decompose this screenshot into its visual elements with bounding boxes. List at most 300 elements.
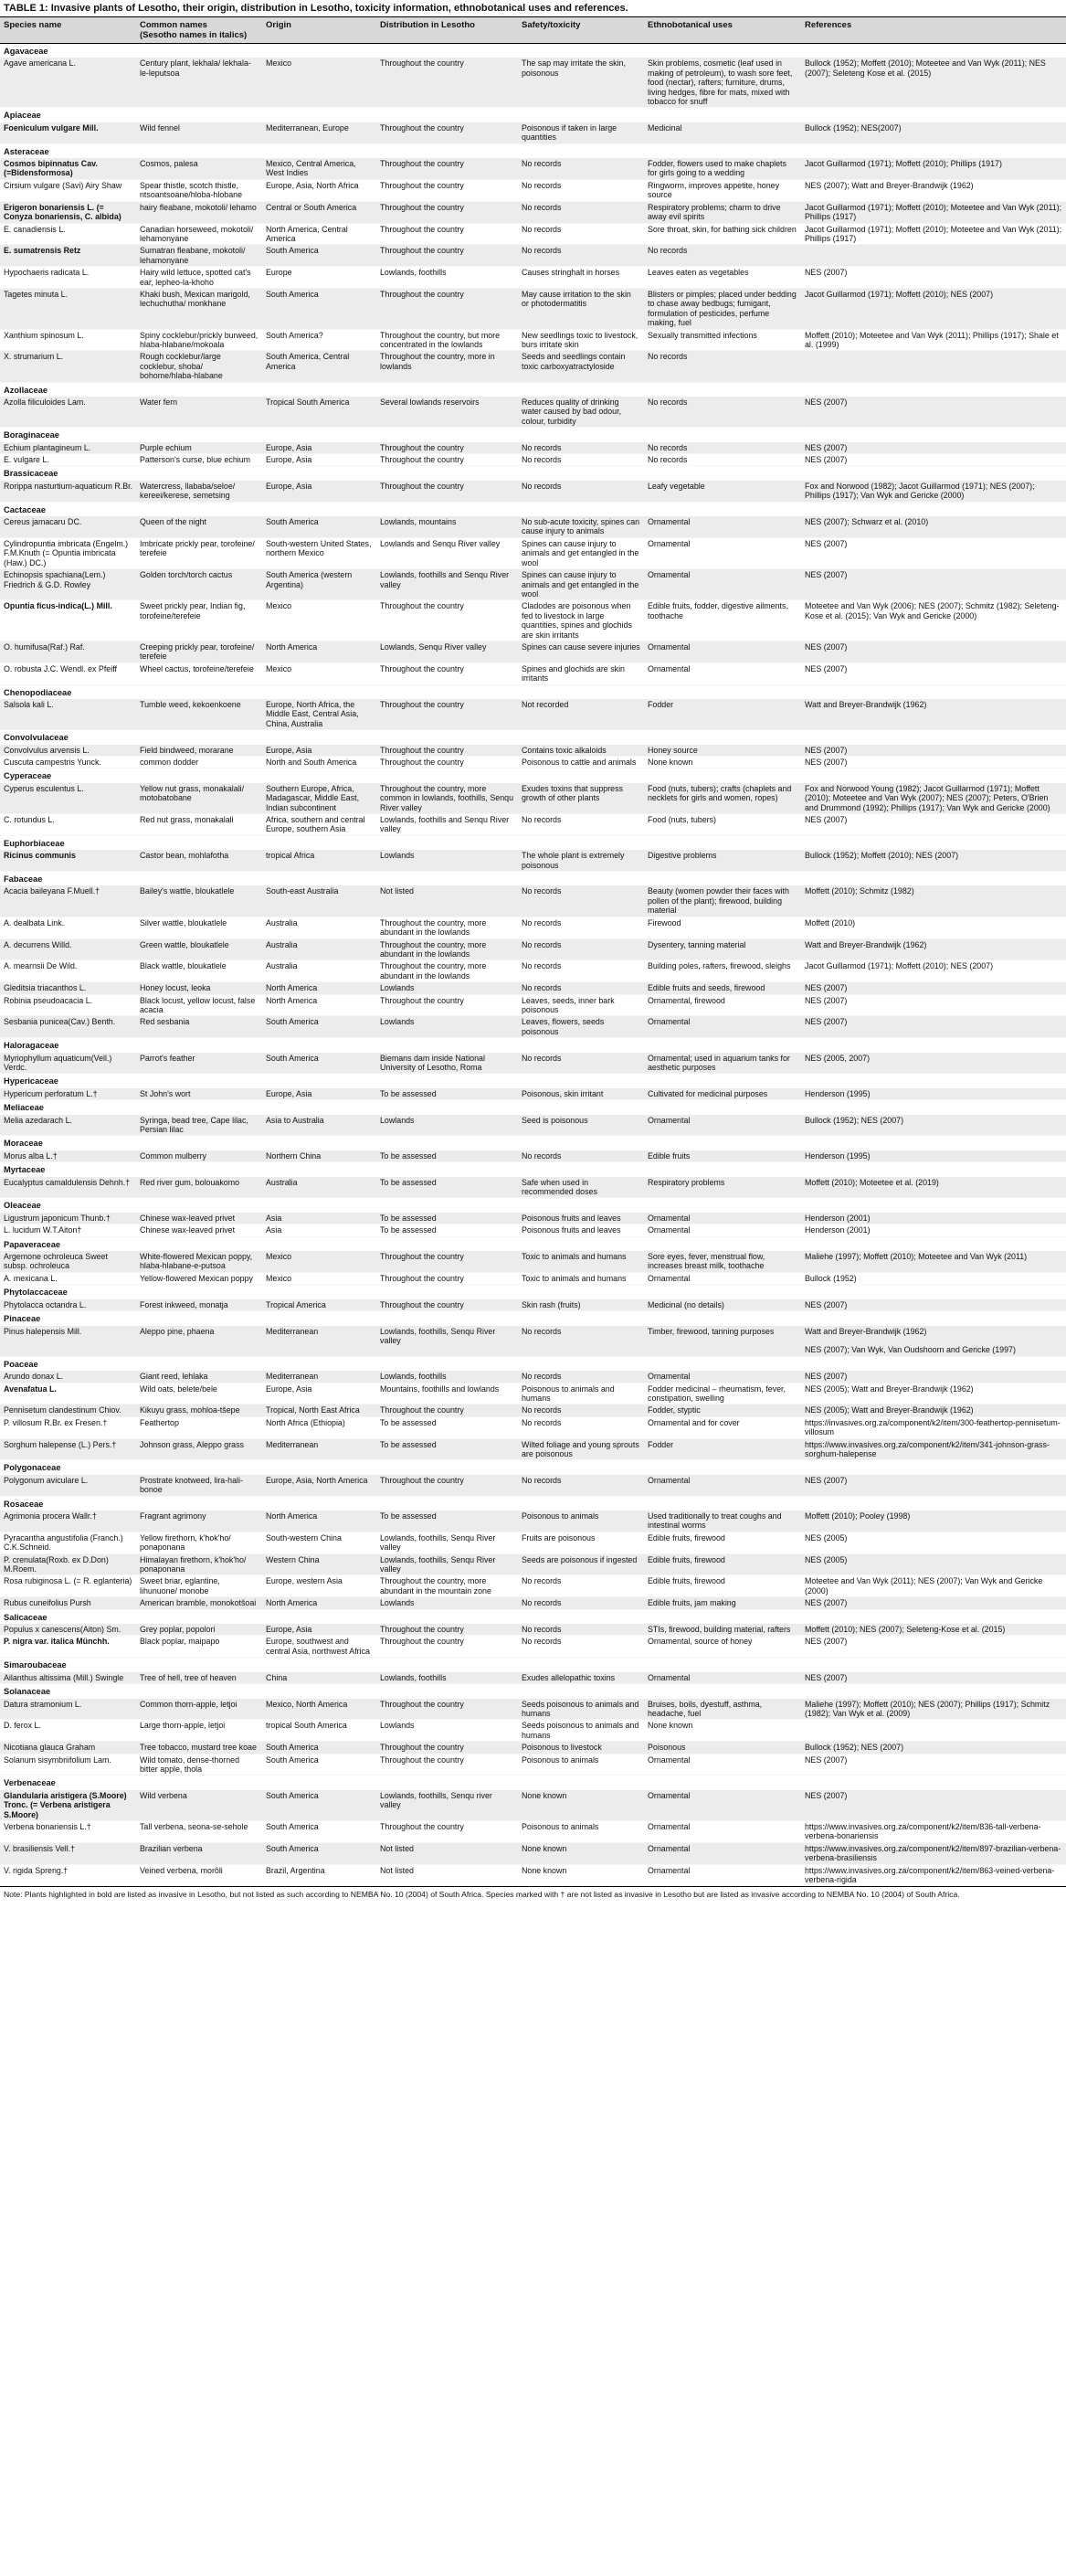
origin-cell: Mexico, North America <box>262 1699 376 1720</box>
distribution-cell: Throughout the country <box>376 245 518 267</box>
references-cell: NES (2007) <box>801 1597 1066 1609</box>
species-name-cell: Verbena bonariensis L.† <box>0 1820 136 1842</box>
origin-cell: South America, Central America <box>262 351 376 382</box>
uses-cell: Ornamental <box>644 1864 801 1886</box>
distribution-cell: Throughout the country <box>376 1754 518 1776</box>
table-row <box>0 982 1066 994</box>
family-name: Haloragaceae <box>0 1038 1066 1053</box>
table-row <box>0 1597 1066 1609</box>
toxicity-cell: No records <box>518 938 644 960</box>
origin-cell: Australia <box>262 917 376 938</box>
origin-cell: South America <box>262 245 376 267</box>
origin-cell: North and South America <box>262 757 376 769</box>
origin-cell: Europe, Asia <box>262 481 376 502</box>
distribution-cell: Lowlands, foothills <box>376 1672 518 1684</box>
family-row <box>0 1198 1066 1213</box>
references-cell <box>801 351 1066 382</box>
table-row <box>0 757 1066 769</box>
species-name-cell: Myriophyllum aquaticum(Vell.) Verdc. <box>0 1053 136 1074</box>
uses-cell: Fodder, styptic <box>644 1405 801 1416</box>
uses-cell: STIs, firewood, building material, rafters <box>644 1624 801 1636</box>
family-name: Verbenaceae <box>0 1776 1066 1790</box>
uses-cell: Ornamental <box>644 1213 801 1224</box>
species-name-cell: A. decurrens Willd. <box>0 938 136 960</box>
origin-cell: Mediterranean <box>262 1371 376 1383</box>
references-cell: NES (2007) <box>801 569 1066 600</box>
origin-cell: Brazil, Argentina <box>262 1864 376 1886</box>
species-name-cell: Cyperus esculentus L. <box>0 783 136 814</box>
family-row <box>0 1162 1066 1177</box>
distribution-cell: Throughout the country <box>376 1299 518 1311</box>
distribution-cell: Throughout the country, more in lowlands <box>376 351 518 382</box>
distribution-cell: Not listed <box>376 1842 518 1864</box>
origin-cell: North America, Central America <box>262 223 376 245</box>
distribution-cell: Throughout the country <box>376 122 518 143</box>
references-cell: Watt and Breyer-Brandwijk (1962) NES (2007); Van Wyk, Van Oudshoorn and Gericke (1997) <box>801 1326 1066 1357</box>
origin-cell: Europe, Asia <box>262 1624 376 1636</box>
table-row <box>0 1820 1066 1842</box>
toxicity-cell: Exudes allelopathic toxins <box>518 1672 644 1684</box>
family-name: Phytolaccaceae <box>0 1285 1066 1299</box>
references-cell: Bullock (1952); NES (2007) <box>801 1115 1066 1136</box>
references-cell: NES (2007) <box>801 1672 1066 1684</box>
references-cell: Henderson (1995) <box>801 1088 1066 1100</box>
family-name: Polygonaceae <box>0 1460 1066 1475</box>
references-cell: Moffett (2010); Moteetee and Van Wyk (2011); Phillips (1917); Shale et al. (1999) <box>801 329 1066 351</box>
species-name-cell: O. robusta J.C. Wendl. ex Pfeiff <box>0 663 136 684</box>
table-row <box>0 158 1066 179</box>
species-name-cell: A. dealbata Link. <box>0 917 136 938</box>
uses-cell: Timber, firewood, tanning purposes <box>644 1326 801 1357</box>
uses-cell: Bruises, boils, dyestuff, asthma, headache, fuel <box>644 1699 801 1720</box>
species-name-cell: Populus x canescens(Aiton) Sm. <box>0 1624 136 1636</box>
common-names-cell: Feathertop <box>136 1416 262 1438</box>
species-name-cell: Xanthium spinosum L. <box>0 329 136 351</box>
origin-cell: Mediterranean <box>262 1326 376 1357</box>
distribution-cell: Throughout the country, more common in lowlands, foothills, Senqu River valley <box>376 783 518 814</box>
common-names-cell: Khaki bush, Mexican marigold, lechuchutha/ monkhane <box>136 288 262 329</box>
common-names-cell: Black wattle, bloukatlele <box>136 960 262 982</box>
table-row <box>0 1511 1066 1532</box>
species-name-cell: L. lucidum W.T.Aiton† <box>0 1224 136 1236</box>
origin-cell: Europe, Asia <box>262 442 376 454</box>
references-cell: Moffett (2010); Schmitz (1982) <box>801 885 1066 917</box>
uses-cell: Ornamental <box>644 1115 801 1136</box>
family-name: Meliaceae <box>0 1100 1066 1115</box>
uses-cell: Skin problems, cosmetic (leaf used in making of petroleum), to wash sore feet, food (nectar), rafters; furniture, drums, living hedges, fibre for mats, mixed with tobacco for snuff <box>644 58 801 108</box>
origin-cell: South America <box>262 1842 376 1864</box>
toxicity-cell: No records <box>518 201 644 223</box>
distribution-cell: Throughout the country <box>376 745 518 757</box>
common-names-cell: Forest inkweed, monatja <box>136 1299 262 1311</box>
table-row <box>0 1150 1066 1162</box>
uses-cell: Digestive problems <box>644 850 801 871</box>
table-row <box>0 223 1066 245</box>
toxicity-cell: Seed is poisonous <box>518 1115 644 1136</box>
uses-cell: Edible fruits, firewood <box>644 1553 801 1575</box>
common-names-cell: Veined verbena, morôli <box>136 1864 262 1886</box>
toxicity-cell: Poisonous to cattle and animals <box>518 757 644 769</box>
species-name-cell: A. mearnsii De Wild. <box>0 960 136 982</box>
family-row <box>0 1236 1066 1251</box>
origin-cell: Tropical South America <box>262 397 376 428</box>
common-names-cell: Red sesbania <box>136 1016 262 1038</box>
common-names-cell: American bramble, monokotšoai <box>136 1597 262 1609</box>
origin-cell: China <box>262 1672 376 1684</box>
common-names-cell: Chinese wax-leaved privet <box>136 1213 262 1224</box>
references-cell: NES (2005); Watt and Breyer-Brandwijk (1962) <box>801 1383 1066 1405</box>
family-name: Papaveraceae <box>0 1236 1066 1251</box>
distribution-cell: Throughout the country <box>376 288 518 329</box>
species-name-cell: Pennisetum clandestinum Chiov. <box>0 1405 136 1416</box>
table-row <box>0 1438 1066 1460</box>
origin-cell: Australia <box>262 938 376 960</box>
origin-cell: South America <box>262 1016 376 1038</box>
family-row <box>0 44 1066 58</box>
origin-cell: Mexico <box>262 1272 376 1284</box>
distribution-cell: Throughout the country <box>376 58 518 108</box>
toxicity-cell: Reduces quality of drinking water caused by bad odour, colour, turbidity <box>518 397 644 428</box>
distribution-cell: Lowlands <box>376 850 518 871</box>
family-row <box>0 730 1066 745</box>
uses-cell: Edible fruits, firewood <box>644 1575 801 1597</box>
uses-cell: No records <box>644 245 801 267</box>
origin-cell: Central or South America <box>262 201 376 223</box>
common-names-cell: Castor bean, mohlafotha <box>136 850 262 871</box>
references-cell: Moteetee and Van Wyk (2011); NES (2007); Van Wyk and Gericke (2000) <box>801 1575 1066 1597</box>
family-name: Rosaceae <box>0 1496 1066 1511</box>
origin-cell: North America <box>262 641 376 663</box>
family-row <box>0 428 1066 442</box>
family-row <box>0 143 1066 158</box>
distribution-cell: Throughout the country <box>376 1405 518 1416</box>
origin-cell: Tropical America <box>262 1299 376 1311</box>
uses-cell: Medicinal <box>644 122 801 143</box>
species-name-cell: Azolla filiculoides Lam. <box>0 397 136 428</box>
references-cell <box>801 1720 1066 1742</box>
toxicity-cell: Fruits are poisonous <box>518 1532 644 1553</box>
distribution-cell: Throughout the country <box>376 699 518 730</box>
references-cell: NES (2007) <box>801 454 1066 466</box>
references-cell: NES (2007) <box>801 1371 1066 1383</box>
distribution-cell: Not listed <box>376 885 518 917</box>
table-row <box>0 329 1066 351</box>
header-safety-toxicity: Safety/toxicity <box>518 17 644 44</box>
family-name: Cactaceae <box>0 502 1066 516</box>
origin-cell: South-western United States, northern Mexico <box>262 537 376 568</box>
common-names-cell: Wild tomato, dense-thorned bitter apple, thola <box>136 1754 262 1776</box>
common-names-cell: Golden torch/torch cactus <box>136 569 262 600</box>
common-names-cell: Field bindweed, morarane <box>136 745 262 757</box>
table-row <box>0 1699 1066 1720</box>
species-name-cell: Morus alba L.† <box>0 1150 136 1162</box>
table-row <box>0 201 1066 223</box>
table-row <box>0 885 1066 917</box>
table-row <box>0 351 1066 382</box>
table-row <box>0 122 1066 143</box>
common-names-cell: Century plant, lekhala/ lekhala-le-leputsoa <box>136 58 262 108</box>
references-cell: NES (2007) <box>801 757 1066 769</box>
header-origin: Origin <box>262 17 376 44</box>
toxicity-cell: Seeds and seedlings contain toxic carboxyatractyloside <box>518 351 644 382</box>
toxicity-cell: Spines can cause injury to animals and get entangled in the wool <box>518 537 644 568</box>
family-name: Boraginaceae <box>0 428 1066 442</box>
common-names-cell: Imbricate prickly pear, torofeine/ terefeie <box>136 537 262 568</box>
common-names-cell: Honey locust, leoka <box>136 982 262 994</box>
species-name-cell: Rubus cuneifolius Pursh <box>0 1597 136 1609</box>
uses-cell: Ornamental <box>644 1016 801 1038</box>
table-row <box>0 699 1066 730</box>
common-names-cell: Water fern <box>136 397 262 428</box>
distribution-cell: Mountains, foothills and lowlands <box>376 1383 518 1405</box>
table-row <box>0 1754 1066 1776</box>
origin-cell: North America <box>262 994 376 1016</box>
family-name: Simaroubaceae <box>0 1658 1066 1672</box>
table-row <box>0 1272 1066 1284</box>
distribution-cell: Lowlands, Senqu River valley <box>376 641 518 663</box>
table-row <box>0 1371 1066 1383</box>
references-cell: Bullock (1952); Moffett (2010); NES (2007) <box>801 850 1066 871</box>
distribution-cell: Lowlands and Senqu River valley <box>376 537 518 568</box>
common-names-cell: Giant reed, lehlaka <box>136 1371 262 1383</box>
toxicity-cell: Seeds are poisonous if ingested <box>518 1553 644 1575</box>
table-row <box>0 1416 1066 1438</box>
origin-cell: Tropical, North East Africa <box>262 1405 376 1416</box>
toxicity-cell: Poisonous to animals <box>518 1820 644 1842</box>
table-row <box>0 1224 1066 1236</box>
distribution-cell: Lowlands, foothills, Senqu River valley <box>376 1553 518 1575</box>
uses-cell: Edible fruits and seeds, firewood <box>644 982 801 994</box>
family-row <box>0 1100 1066 1115</box>
species-name-cell: Nicotiana glauca Graham <box>0 1742 136 1754</box>
origin-cell: Australia <box>262 960 376 982</box>
toxicity-cell: Seeds poisonous to animals and humans <box>518 1699 644 1720</box>
species-name-cell: P. villosum R.Br. ex Fresen.† <box>0 1416 136 1438</box>
uses-cell: None known <box>644 757 801 769</box>
common-names-cell: Black locust, yellow locust, false acacia <box>136 994 262 1016</box>
toxicity-cell: No records <box>518 442 644 454</box>
common-names-cell: Purple echium <box>136 442 262 454</box>
family-row <box>0 1496 1066 1511</box>
toxicity-cell: No sub-acute toxicity, spines can cause injury to animals <box>518 516 644 537</box>
table-row <box>0 641 1066 663</box>
common-names-cell: Spiny cocklebur/prickly burweed, hlaba-hlabane/mokoala <box>136 329 262 351</box>
family-name: Fabaceae <box>0 872 1066 886</box>
origin-cell: Europe, southwest and central Asia, northwest Africa <box>262 1636 376 1658</box>
references-cell: Bullock (1952) <box>801 1272 1066 1284</box>
distribution-cell: Not listed <box>376 1864 518 1886</box>
species-name-cell: Ricinus communis <box>0 850 136 871</box>
family-name: Myrtaceae <box>0 1162 1066 1177</box>
uses-cell: Medicinal (no details) <box>644 1299 801 1311</box>
origin-cell: South-western China <box>262 1532 376 1553</box>
common-names-cell: Black poplar, maipapo <box>136 1636 262 1658</box>
references-cell: NES (2007) <box>801 1790 1066 1821</box>
common-names-cell: Wild oats, belete/bele <box>136 1383 262 1405</box>
origin-cell: South America <box>262 1742 376 1754</box>
origin-cell: South America <box>262 1790 376 1821</box>
family-row <box>0 1776 1066 1790</box>
table-row <box>0 1405 1066 1416</box>
references-cell: Jacot Guillarmod (1971); Moffett (2010); NES (2007) <box>801 288 1066 329</box>
family-row <box>0 1684 1066 1699</box>
uses-cell: Edible fruits, fodder, digestive ailments, toothache <box>644 600 801 641</box>
family-row <box>0 684 1066 699</box>
family-row <box>0 1074 1066 1088</box>
uses-cell: Ornamental <box>644 516 801 537</box>
uses-cell: None known <box>644 1720 801 1742</box>
family-name: Apiaceae <box>0 108 1066 122</box>
table-row <box>0 1624 1066 1636</box>
distribution-cell: Throughout the country <box>376 179 518 201</box>
origin-cell: North America <box>262 1511 376 1532</box>
uses-cell: Sore eyes, fever, menstrual flow, increases breast milk, toothache <box>644 1251 801 1272</box>
origin-cell: Europe, Asia, North America <box>262 1475 376 1496</box>
common-names-cell: Tall verbena, seona-se-sehole <box>136 1820 262 1842</box>
toxicity-cell: No records <box>518 1475 644 1496</box>
table-caption: TABLE 1: Invasive plants of Lesotho, their origin, distribution in Lesotho, toxicity information, ethnobotanical uses and references. <box>0 0 1066 17</box>
uses-cell: Food (nuts, tubers) <box>644 814 801 836</box>
toxicity-cell: No records <box>518 223 644 245</box>
references-cell: NES (2007) <box>801 1299 1066 1311</box>
table-row <box>0 1299 1066 1311</box>
table-row <box>0 938 1066 960</box>
distribution-cell: To be assessed <box>376 1177 518 1198</box>
uses-cell: Ringworm, improves appetite, honey source <box>644 179 801 201</box>
species-name-cell: Hypericum perforatum L.† <box>0 1088 136 1100</box>
distribution-cell: Throughout the country, more abundant in the lowlands <box>376 960 518 982</box>
toxicity-cell: No records <box>518 814 644 836</box>
table-row <box>0 179 1066 201</box>
family-name: Moraceae <box>0 1136 1066 1150</box>
table-row <box>0 397 1066 428</box>
distribution-cell: Lowlands <box>376 1597 518 1609</box>
distribution-cell: Throughout the country <box>376 442 518 454</box>
toxicity-cell: May cause irritation to the skin or photodermatitis <box>518 288 644 329</box>
origin-cell: North Africa (Ethiopia) <box>262 1416 376 1438</box>
references-cell: NES (2007); Watt and Breyer-Brandwijk (1962) <box>801 179 1066 201</box>
common-names-cell: Wild fennel <box>136 122 262 143</box>
toxicity-cell: Causes stringhalt in horses <box>518 267 644 289</box>
family-name: Poaceae <box>0 1356 1066 1371</box>
toxicity-cell: Spines can cause injury to animals and get entangled in the wool <box>518 569 644 600</box>
table-row <box>0 516 1066 537</box>
references-cell: NES (2007) <box>801 663 1066 684</box>
references-cell: https://invasives.org.za/component/k2/item/300-feathertop-pennisetum-villosum <box>801 1416 1066 1438</box>
table-row <box>0 850 1066 871</box>
toxicity-cell: No records <box>518 158 644 179</box>
references-cell: NES (2007) <box>801 267 1066 289</box>
table-row <box>0 1326 1066 1357</box>
species-name-cell: Cylindropuntia imbricata (Engelm.) F.M.Knuth (= Opuntia imbricata (Haw.) DC.) <box>0 537 136 568</box>
uses-cell: Edible fruits, firewood <box>644 1532 801 1553</box>
table-row <box>0 1864 1066 1886</box>
table-row <box>0 1742 1066 1754</box>
common-names-cell: Sweet briar, eglantine, lihunuone/ monobe <box>136 1575 262 1597</box>
table-row <box>0 442 1066 454</box>
species-name-cell: E. canadiensis L. <box>0 223 136 245</box>
references-cell: Moffett (2010); Moteetee et al. (2019) <box>801 1177 1066 1198</box>
references-cell: Fox and Norwood Young (1982); Jacot Guillarmod (1971); Moffett (2010); Moteetee and Van Wyk (2007); NES (2007); Peters, O'Brien and Drummond (1992); Phillips (1917); Van Wyk and Gericke (2000) <box>801 783 1066 814</box>
distribution-cell: Lowlands, mountains <box>376 516 518 537</box>
species-name-cell: Melia azedarach L. <box>0 1115 136 1136</box>
uses-cell: Leafy vegetable <box>644 481 801 502</box>
table-row <box>0 1088 1066 1100</box>
table-row <box>0 454 1066 466</box>
table-row <box>0 1532 1066 1553</box>
family-name: Convolvulaceae <box>0 730 1066 745</box>
references-cell: NES (2005) <box>801 1553 1066 1575</box>
family-row <box>0 466 1066 481</box>
distribution-cell: Throughout the country <box>376 600 518 641</box>
family-row <box>0 1038 1066 1053</box>
uses-cell: Ornamental <box>644 1371 801 1383</box>
toxicity-cell: No records <box>518 1636 644 1658</box>
references-cell: NES (2007) <box>801 745 1066 757</box>
uses-cell: Respiratory problems <box>644 1177 801 1198</box>
family-name: Cyperaceae <box>0 769 1066 783</box>
references-cell <box>801 245 1066 267</box>
toxicity-cell: Poisonous, skin irritant <box>518 1088 644 1100</box>
references-cell: https://www.invasives.org.za/component/k2/item/897-brazilian-verbena-verbena-brasiliensis <box>801 1842 1066 1864</box>
uses-cell: Ornamental <box>644 1672 801 1684</box>
distribution-cell: Lowlands, foothills, Senqu river valley <box>376 1790 518 1821</box>
species-name-cell: Convolvulus arvensis L. <box>0 745 136 757</box>
distribution-cell: Throughout the country <box>376 1251 518 1272</box>
toxicity-cell: No records <box>518 454 644 466</box>
distribution-cell: Throughout the country <box>376 1272 518 1284</box>
uses-cell: Food (nuts, tubers); crafts (chaplets and necklets for girls and women, ropes) <box>644 783 801 814</box>
distribution-cell: Biemans dam inside National University of Lesotho, Roma <box>376 1053 518 1074</box>
origin-cell: Mediterranean <box>262 1438 376 1460</box>
origin-cell: Europe, North Africa, the Middle East, Central Asia, China, Australia <box>262 699 376 730</box>
common-names-cell: Yellow firethorn, k'hok'ho/ ponaponana <box>136 1532 262 1553</box>
header-species-name: Species name <box>0 17 136 44</box>
table-row <box>0 1383 1066 1405</box>
species-name-cell: Sorghum halepense (L.) Pers.† <box>0 1438 136 1460</box>
distribution-cell: To be assessed <box>376 1213 518 1224</box>
uses-cell: Beauty (women powder their faces with pollen of the plant); firewood, building material <box>644 885 801 917</box>
header-ethnobotanical-uses: Ethnobotanical uses <box>644 17 801 44</box>
origin-cell: North America <box>262 982 376 994</box>
uses-cell: Ornamental, firewood <box>644 994 801 1016</box>
distribution-cell: Throughout the country <box>376 1636 518 1658</box>
references-cell: Maliehe (1997); Moffett (2010); NES (2007); Phillips (1917); Schmitz (1982); Van Wyk et al. (2009) <box>801 1699 1066 1720</box>
references-cell: Moteetee and Van Wyk (2006); NES (2007); Schmitz (1982); Seleteng-Kose et al. (2015); Van Wyk and Gericke (2000) <box>801 600 1066 641</box>
table-row <box>0 58 1066 108</box>
distribution-cell: Lowlands, foothills, Senqu River valley <box>376 1532 518 1553</box>
distribution-cell: Lowlands <box>376 1115 518 1136</box>
origin-cell: North America <box>262 1597 376 1609</box>
toxicity-cell: Spines can cause severe injuries <box>518 641 644 663</box>
species-name-cell: Ailanthus altissima (Mill.) Swingle <box>0 1672 136 1684</box>
distribution-cell: Throughout the country <box>376 201 518 223</box>
references-cell: Henderson (1995) <box>801 1150 1066 1162</box>
family-name: Chenopodiaceae <box>0 684 1066 699</box>
common-names-cell: Tree of hell, tree of heaven <box>136 1672 262 1684</box>
species-name-cell: Cosmos bipinnatus Cav. (=Bidensformosa) <box>0 158 136 179</box>
origin-cell: South America <box>262 1820 376 1842</box>
common-names-cell: Himalayan firethorn, k'hok'ho/ ponaponana <box>136 1553 262 1575</box>
common-names-cell: Yellow nut grass, monakalali/ motobatobane <box>136 783 262 814</box>
family-row <box>0 382 1066 397</box>
toxicity-cell: Contains toxic alkaloids <box>518 745 644 757</box>
species-name-cell: Solanum sisymbriifolium Lam. <box>0 1754 136 1776</box>
table-row <box>0 267 1066 289</box>
species-name-cell: Echinopsis spachiana(Lem.) Friedrich & G.D. Rowley <box>0 569 136 600</box>
table-row <box>0 1636 1066 1658</box>
distribution-cell: To be assessed <box>376 1088 518 1100</box>
